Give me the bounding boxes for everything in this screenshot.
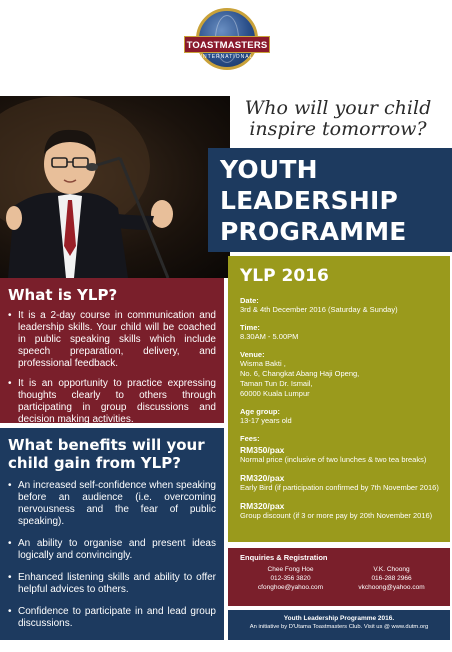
section-heading: YLP 2016 (240, 266, 329, 286)
benefits-section (0, 428, 224, 651)
fee-price: RM350/pax (240, 445, 285, 455)
fee-note: Normal price (inclusive of two lunches & two tea breaks) (240, 455, 427, 464)
age-label: Age group: (240, 407, 280, 416)
bullet-item: • Confidence to participate in and lead group discussions. (8, 606, 216, 630)
tagline: Who will your child inspire tomorrow? (244, 97, 432, 140)
date-label: Date: (240, 296, 259, 305)
venue-address (240, 359, 442, 399)
contact-card (341, 565, 442, 592)
fee-note: Early Bird (if participation confirmed by 7th November 2016) (240, 483, 439, 492)
venue-line: Wisma Bakti , (240, 359, 286, 368)
fee-price: RM320/pax (240, 501, 285, 511)
section-heading: What is YLP? (8, 286, 118, 304)
footer-credit[interactable]: An initiative by D'Utama Toastmasters Club. Visit us @ www.dutm.org (249, 624, 429, 630)
contact-card (240, 565, 341, 592)
contact-email[interactable]: vkchoong@yahoo.com (358, 584, 425, 591)
venue-line: No. 6, Changkat Abang Haji Openg, (240, 369, 360, 378)
logo-name: TOASTMASTERS (184, 36, 270, 53)
what-is-ylp-section (0, 278, 224, 423)
fees-label: Fees: (240, 434, 260, 443)
logo-subtitle: INTERNATIONAL (200, 54, 254, 60)
section-heading: What benefits will your child gain from YLP? (8, 436, 205, 472)
contact-phone: 012-356 3820 (270, 575, 311, 582)
venue-line: 60000 Kuala Lumpur (240, 389, 310, 398)
venue-line: Taman Tun Dr. Ismail, (240, 379, 313, 388)
bullet-item: • Enhanced listening skills and ability to offer helpful advices to others. (8, 572, 216, 596)
footer-title: Youth Leadership Programme 2016. (283, 615, 395, 622)
bullet-item: • A step to become a future leader. (8, 640, 216, 652)
title-line: YOUTH (220, 155, 318, 184)
footer (228, 610, 450, 640)
contact-name: V.K. Choong (373, 566, 410, 573)
fee-price: RM320/pax (240, 473, 285, 483)
title-line: LEADERSHIP (220, 186, 398, 215)
fee-note: Group discount (if 3 or more pay by 20th November 2016) (240, 511, 433, 520)
ylp-details-section (228, 256, 450, 542)
title-line: PROGRAMME (220, 217, 407, 246)
bullet-item: • It is a 2-day course in communication and leadership skills. Your child will be coached in public speaking skills which include speech preparation, delivery, and professional feedback. (8, 310, 216, 370)
contact-email[interactable]: cfonghoe@yahoo.com (257, 584, 324, 591)
enquiries-section (228, 548, 450, 606)
programme-title (208, 148, 452, 252)
toastmasters-logo (0, 0, 452, 96)
date-value: 3rd & 4th December 2016 (Saturday & Sunday) (240, 305, 398, 314)
enquiries-title: Enquiries & Registration (240, 553, 328, 562)
contact-name: Chee Fong Hoe (267, 566, 314, 573)
bullet-item: • An increased self-confidence when speaking before an audience (i.e. overcoming nervousness and the fear of public speaking). (8, 480, 216, 528)
time-value: 8.30AM - 5.00PM (240, 332, 299, 341)
contact-phone: 016-288 2966 (371, 575, 412, 582)
time-label: Time: (240, 323, 260, 332)
speaking-child-photo (0, 96, 230, 278)
venue-label: Venue: (240, 350, 265, 359)
bullet-item: • An ability to organise and present ideas logically and convincingly. (8, 538, 216, 562)
bullet-item: • It is an opportunity to practice expressing thoughts clearly to others through participating in group discussions and decision making activities. (8, 378, 216, 426)
age-value: 13-17 years old (240, 416, 292, 425)
